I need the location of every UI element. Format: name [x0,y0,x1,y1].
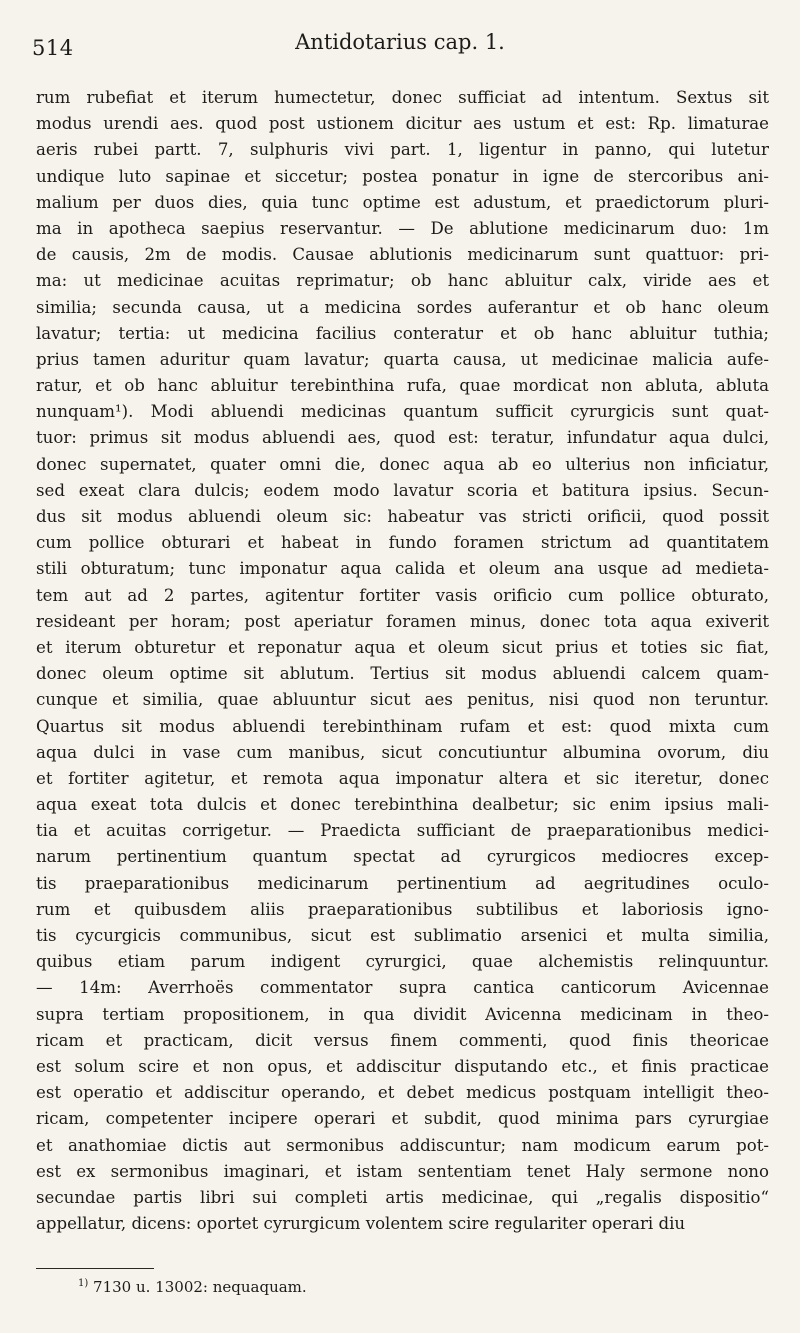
text-line: tia et acuitas corrigetur. — Praedicta sufficiant de praeparationibus medici- [36,821,769,841]
text-line: appellatur, dicens: oportet cyrurgicum volentem scire regulariter operari diu [36,1214,686,1234]
text-line: tis praeparationibus medicinarum pertinentium ad aegritudines oculo- [36,873,769,893]
text-line: est operatio et addiscitur operando, et debet medicus postquam intelligit theo- [36,1083,769,1103]
text-line: dus sit modus abluendi oleum sic: habeatur vas stricti orificii, quod possit [36,507,769,526]
text-line: est ex sermonibus imaginari, et istam sententiam tenet Haly sermone nono [36,1161,769,1181]
text-line: secundae partis libri sui completi artis medicinae, qui „regalis dispositio“ [36,1187,769,1207]
text-line: de causis, 2m de modis. Causae ablutionis medicinarum sunt quattuor: pri- [36,245,769,265]
text-line: Quartus sit modus abluendi terebinthinam rufam et est: quod mixta cum [36,716,769,736]
text-line: prius tamen aduritur quam lavatur; quarta causa, ut medicinae malicia aufe- [36,349,769,369]
text-line: ricam et practicam, dicit versus finem commenti, quod finis theoricae [36,1030,769,1050]
text-line: sed exeat clara dulcis; eodem modo lavatur scoria et batitura ipsius. Secun- [36,480,769,500]
text-line: lavatur; tertia: ut medicina facilius conteratur et ob hanc abluitur tuthia; [36,323,769,343]
footnote-marker: 1) [78,1278,89,1289]
running-title: Antidotarius cap. 1. [295,30,505,54]
text-line: est solum scire et non opus, et addiscitur disputando etc., et finis practicae [36,1056,769,1076]
text-line: similia; secunda causa, ut a medicina sordes auferantur et ob hanc oleum [36,297,769,317]
text-line: malium per duos dies, quia tunc optime est adustum, et praedictorum pluri- [36,192,769,212]
text-line: rum et quibusdem aliis praeparationibus subtilibus et laboriosis igno- [36,899,769,919]
footnote-text: 7130 u. 13002: nequaquam. [93,1278,307,1296]
text-line: modus urendi aes. quod post ustionem dicitur aes ustum et est: Rp. limaturae [36,114,769,134]
text-line: aqua dulci in vase cum manibus, sicut concutiuntur albumina ovorum, diu [36,742,769,762]
text-line: tuor: primus sit modus abluendi aes, quod est: teratur, infundatur aqua dulci, [36,428,769,448]
text-line: donec oleum optime sit ablutum. Tertius sit modus abluendi calcem quam- [36,664,769,684]
text-line: aqua exeat tota dulcis et donec terebinthina dealbetur; sic enim ipsius mali- [36,795,769,815]
text-line: et anathomiae dictis aut sermonibus addiscuntur; nam modicum earum pot- [36,1135,769,1155]
footnote [78,1278,307,1296]
text-line: cum pollice obturari et habeat in fundo foramen strictum ad quantitatem [36,533,769,553]
text-line: rum rubefiat et iterum humectetur, donec sufficiat ad intentum. Sextus sit [36,88,769,107]
text-line: — 14m: Averrhoës commentator supra cantica canticorum Avicennae [36,978,769,998]
text-line: ma: ut medicinae acuitas reprimatur; ob hanc abluitur calx, viride aes et [36,271,769,291]
text-line: ricam, competenter incipere operari et subdit, quod minima pars cyrurgiae [36,1109,769,1129]
page-header [32,30,768,64]
body-text [36,85,769,1237]
footnote-rule [36,1268,154,1269]
text-line: et iterum obturetur et reponatur aqua et oleum sicut prius et toties sic fiat, [36,637,769,657]
text-line: et fortiter agitetur, et remota aqua imponatur altera et sic iteretur, donec [36,768,769,788]
text-line: donec supernatet, quater omni die, donec aqua ab eo ulterius non inficiatur, [36,454,769,474]
text-line: nunquam¹). Modi abluendi medicinas quantum sufficit cyrurgicis sunt quat- [36,402,769,422]
text-line: resideant per horam; post aperiatur foramen minus, donec tota aqua exiverit [36,611,769,631]
text-line: tis cycurgicis communibus, sicut est sublimatio arsenici et multa similia, [36,926,769,945]
text-line: quibus etiam parum indigent cyrurgici, quae alchemistis relinquuntur. [36,952,769,972]
text-line: cunque et similia, quae abluuntur sicut aes penitus, nisi quod non teruntur. [36,690,769,710]
text-line: stili obturatum; tunc imponatur aqua calida et oleum ana usque ad medieta- [36,559,769,579]
text-line: aeris rubei partt. 7, sulphuris vivi part. 1, ligentur in panno, qui lutetur [36,140,769,160]
page-number: 514 [32,36,74,60]
text-line: undique luto sapinae et siccetur; postea ponatur in igne de stercoribus ani- [36,166,769,186]
text-line: supra tertiam propositionem, in qua dividit Avicenna medicinam in theo- [36,1004,769,1024]
text-line: ma in apotheca saepius reservantur. — De ablutione medicinarum duo: 1m [36,218,769,238]
text-line: narum pertinentium quantum spectat ad cyrurgicos mediocres excep- [36,847,769,867]
text-line: tem aut ad 2 partes, agitentur fortiter vasis orificio cum pollice obturato, [36,585,769,605]
text-line: ratur, et ob hanc abluitur terebinthina rufa, quae mordicat non abluta, abluta [36,376,769,396]
